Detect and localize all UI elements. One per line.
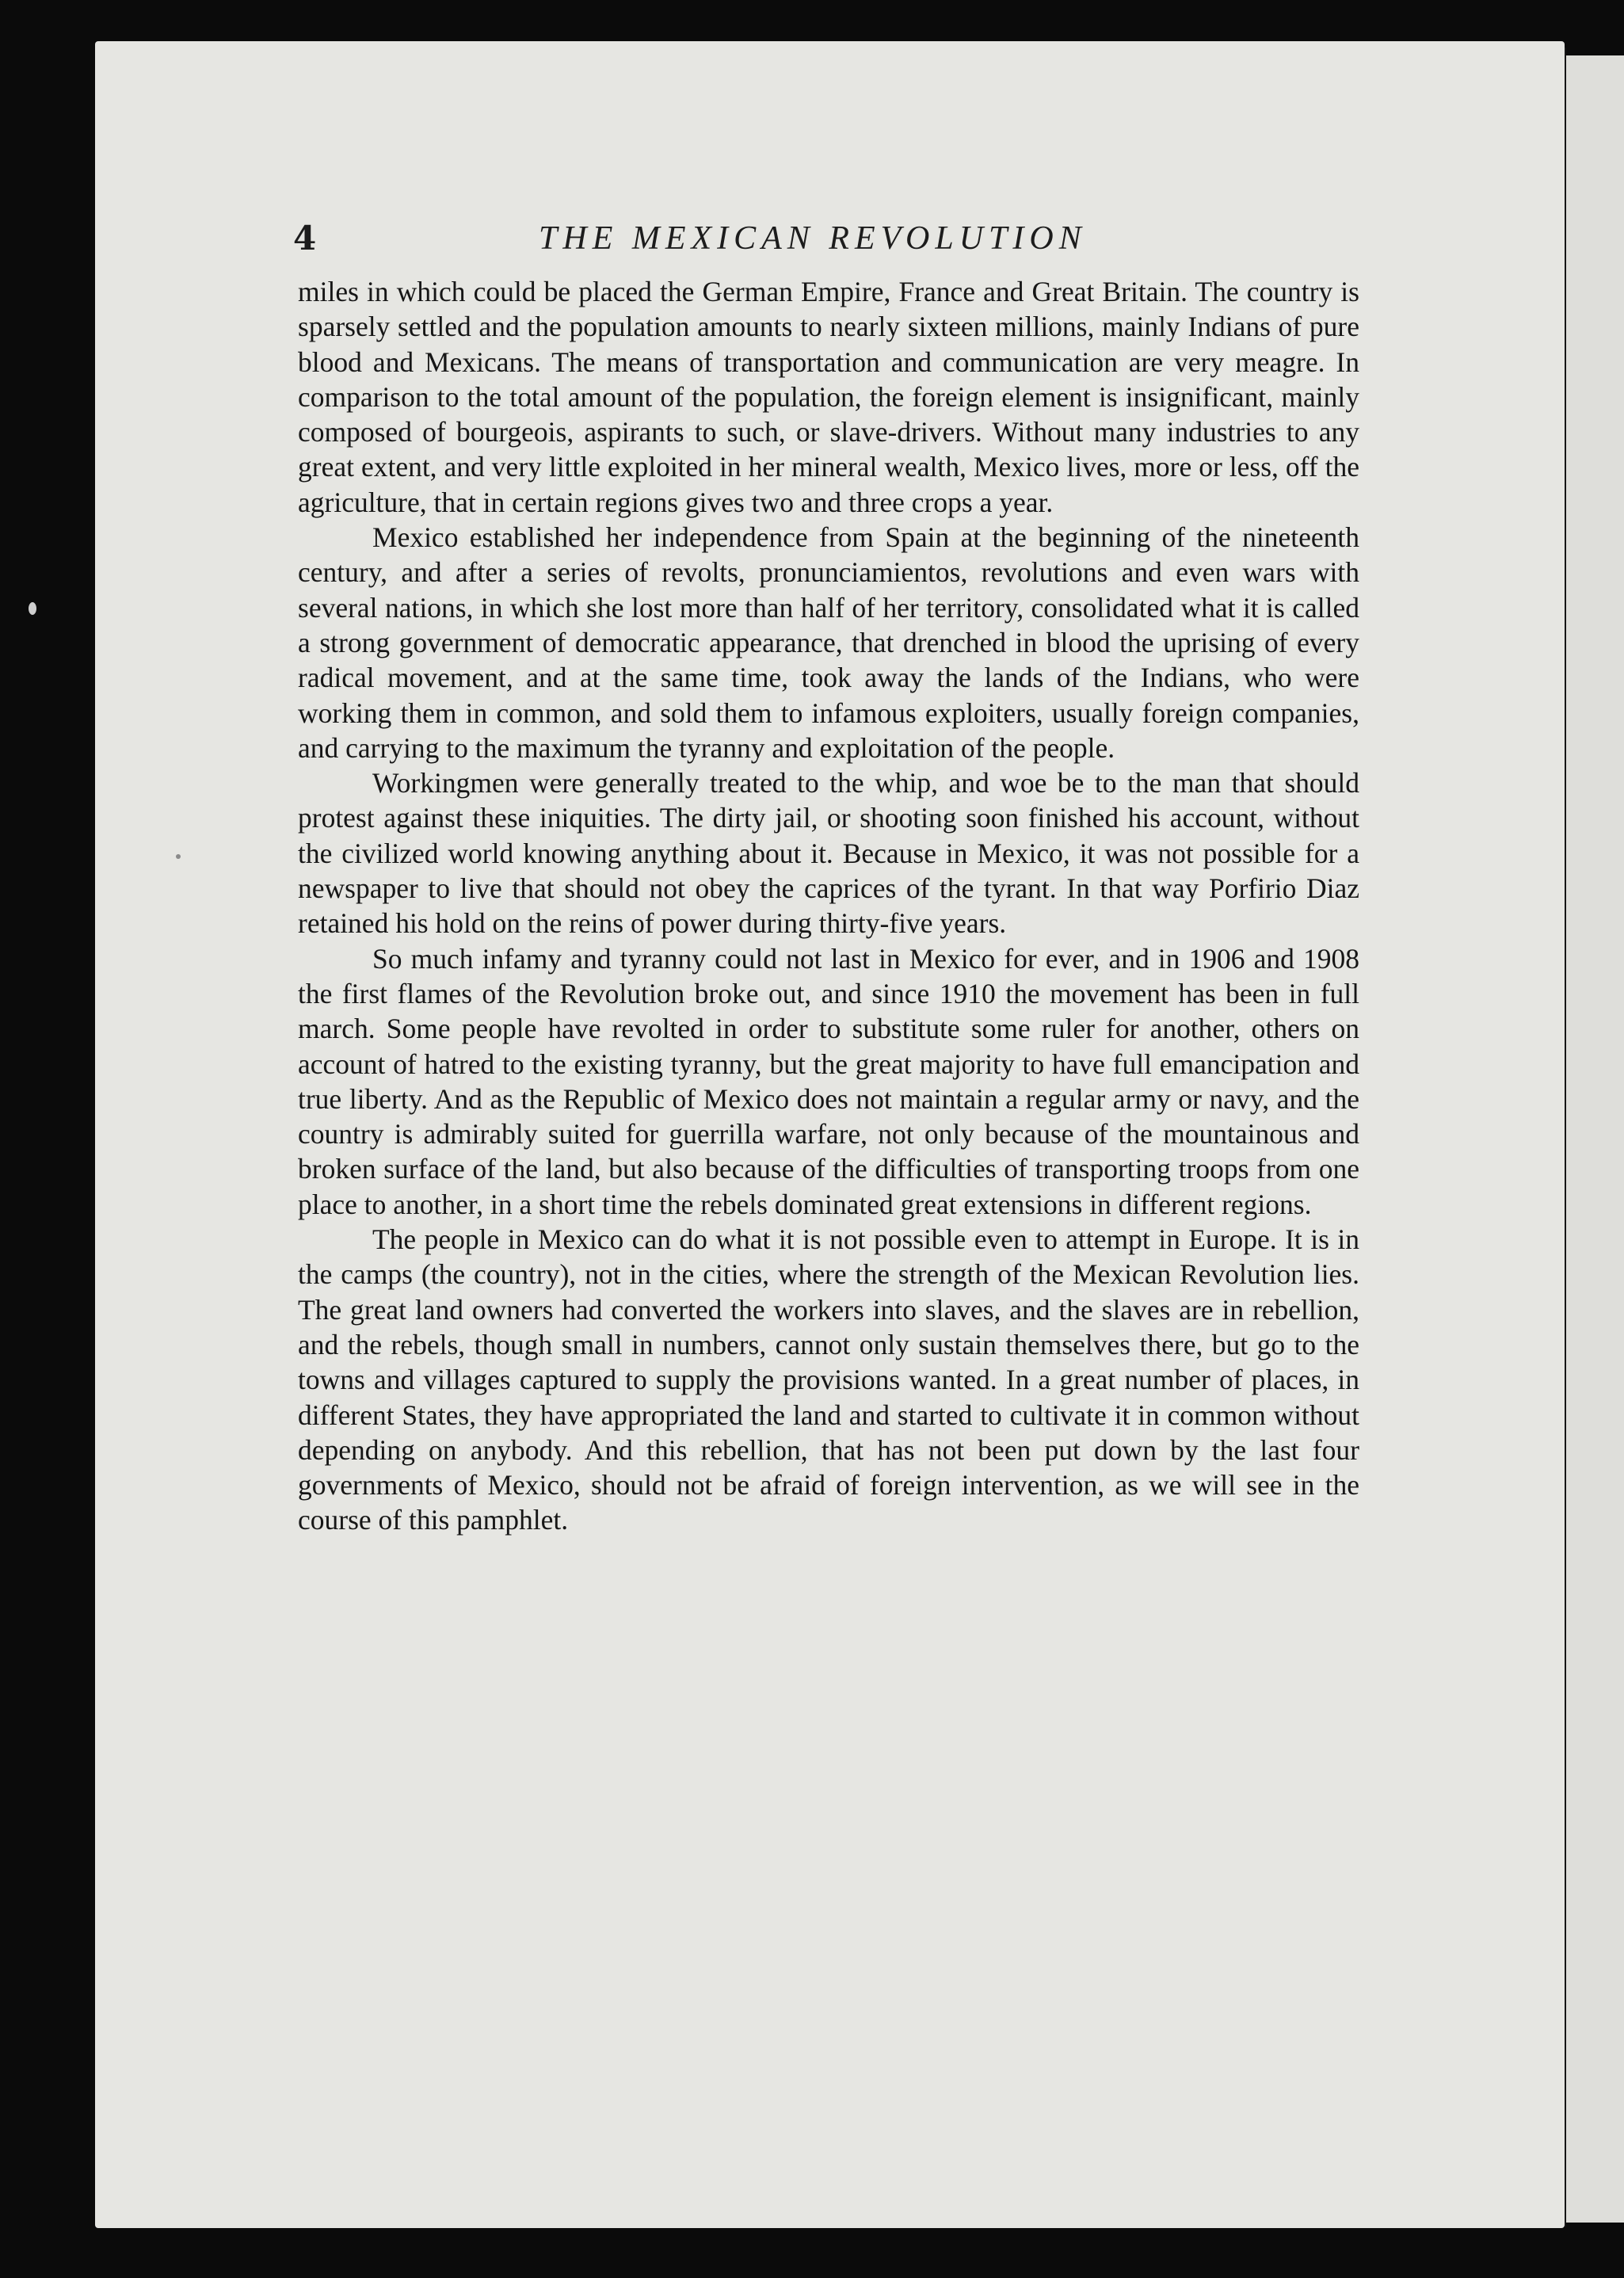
body-text	[298, 274, 1359, 1538]
scan-speck	[176, 854, 181, 859]
running-title: THE MEXICAN REVOLUTION	[539, 220, 1087, 257]
paragraph: miles in which could be placed the German Empire, France and Great Britain. The country is sparsely settled and the population amounts to nearly sixteen millions, mainly Indians of pure blood and Mexicans. The means of transportation and communication are very meagre. In comparison to the total amount of the population, the foreign element is insignificant, mainly composed of bourgeois, aspirants to such, or slave-drivers. Without many industries to any great extent, and very little exploited in her mineral wealth, Mexico lives, more or less, off the agriculture, that in certain regions gives two and three crops a year.	[298, 276, 1359, 518]
adjacent-page-edge	[1565, 55, 1624, 2223]
scan-speck	[29, 602, 36, 615]
paragraph: The people in Mexico can do what it is not possible even to attempt in Europe. It is in the camps (the country), not in the cities, where the strength of the Mexican Revolution lies. The great land owners had converted the workers into slaves, and the slaves are in rebellion, and the rebels, though small in numbers, cannot only sustain themselves there, but go to the towns and villages captured to supply the provisions wanted. In a great number of places, in different States, they have appropriated the land and started to cultivate it in common without depending on anybody. And this rebellion, that has not been put down by the last four governments of Mexico, should not be afraid of foreign intervention, as we will see in the course of this pamphlet.	[298, 1223, 1359, 1536]
page-number: 4	[293, 219, 317, 258]
page-header	[293, 211, 1370, 266]
paragraph: Workingmen were generally treated to the whip, and woe be to the man that should protest against these iniquities. The dirty jail, or shooting soon finished his account, without the civilized world knowing anything about it. Because in Mexico, it was not possible for a newspaper to live that should not obey the caprices of the tyrant. In that way Porfirio Diaz retained his hold on the reins of power during thirty-five years.	[298, 767, 1359, 940]
paragraph: Mexico established her independence from Spain at the beginning of the nineteenth century, and after a series of revolts, pronunciamientos, revolutions and even wars with several nations, in which she lost more than half of her territory, consolidated what it is called a strong government of democratic appearance, that drenched in blood the uprising of every radical movement, and at the same time, took away the lands of the Indians, who were working them in common, and sold them to infamous exploiters, usually foreign companies, and carrying to the maximum the tyranny and exploitation of the people.	[298, 521, 1359, 764]
paragraph: So much infamy and tyranny could not last in Mexico for ever, and in 1906 and 1908 the first flames of the Revolution broke out, and since 1910 the movement has been in full march. Some people have revolted in order to substitute some ruler for another, others on account of hatred to the existing tyranny, but the great majority to have full emancipation and true liberty. And as the Republic of Mexico does not maintain a regular army or navy, and the country is admirably suited for guerrilla warfare, not only because of the mountainous and broken surface of the land, but also because of the difficulties of transporting troops from one place to another, in a short time the rebels dominated great extensions in different regions.	[298, 942, 1359, 1220]
